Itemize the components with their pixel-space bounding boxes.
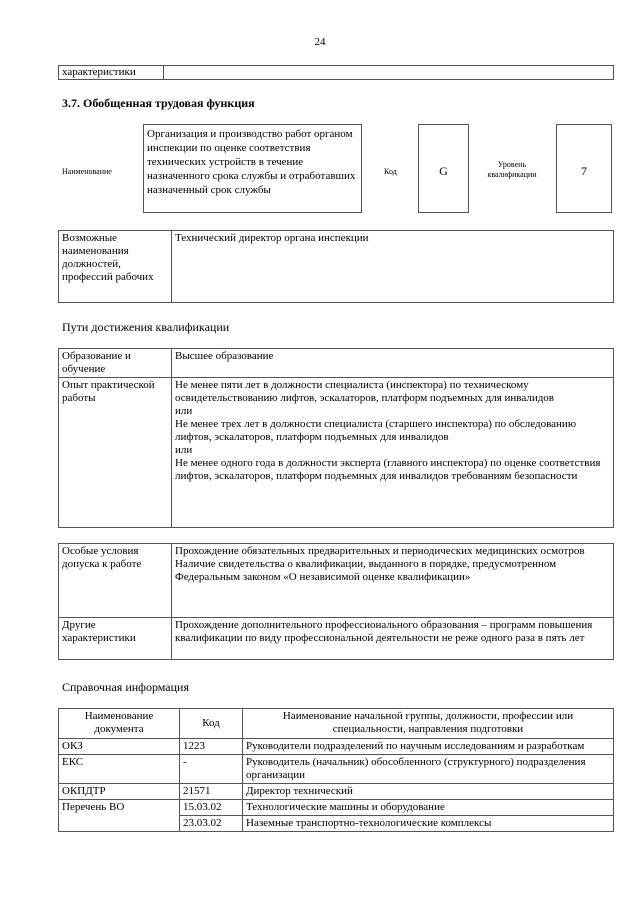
ref-name-cell: Директор технический: [243, 784, 614, 800]
positions-value: Технический директор органа инспекции: [172, 231, 614, 303]
reference-table: [58, 708, 614, 832]
name-label: Наименование: [62, 167, 112, 176]
ref-name-cell: Наземные транспортно-технологические комплексы: [243, 816, 614, 832]
ref-name-cell: Руководитель (начальник) обособленного (структурного) подразделения организации: [243, 755, 614, 784]
ref-code-cell: 23.03.02: [180, 816, 243, 832]
section-heading: 3.7. Обобщенная трудовая функция: [62, 96, 255, 110]
top-row-value: [164, 66, 614, 80]
function-name-value: Организация и производство работ органом инспекции по оценке соответствия технических устройств в течение назначенного срока службы и отработавших назначенный срок службы: [143, 124, 362, 213]
level-label: Уровень квалификации: [487, 160, 537, 179]
education-value: Высшее образование: [172, 349, 614, 378]
education-label: Образование и обучение: [59, 349, 172, 378]
ref-name-cell: Руководители подразделений по научным исследованиям и разработкам: [243, 739, 614, 755]
ref-header-code: Код: [180, 709, 243, 739]
table-row: [59, 800, 614, 816]
ref-doc-cell: ОКЗ: [59, 739, 180, 755]
conditions-table: [58, 543, 614, 660]
experience-label: Опыт практической работы: [59, 378, 172, 528]
level-value: 7: [556, 124, 612, 213]
ref-doc-cell: ОКПДТР: [59, 784, 180, 800]
ref-header-name: Наименование начальной группы, должности, профессии или специальности, направления подготовки: [243, 709, 614, 739]
top-row-label: характеристики: [59, 66, 164, 80]
top-characteristics-row: [58, 65, 614, 80]
ref-doc-cell: ЕКС: [59, 755, 180, 784]
positions-table: [58, 230, 614, 303]
special-conditions-value: Прохождение обязательных предварительных и периодических медицинских осмотров Наличие свидетельства о квалификации, выданного в порядке, предусмотренном Федеральным законом «О независимой оценке квалификации»: [172, 544, 614, 618]
reference-heading: Справочная информация: [62, 680, 189, 694]
table-row: [59, 739, 614, 755]
ref-code-cell: 1223: [180, 739, 243, 755]
other-characteristics-label: Другие характеристики: [59, 618, 172, 660]
ref-code-cell: 21571: [180, 784, 243, 800]
code-label: Код: [384, 167, 397, 176]
special-conditions-label: Особые условия допуска к работе: [59, 544, 172, 618]
other-characteristics-value: Прохождение дополнительного профессионального образования – программ повышения квалификации по виду профессиональной деятельности не реже одного раза в пять лет: [172, 618, 614, 660]
ref-code-cell: 15.03.02: [180, 800, 243, 816]
table-row: [59, 784, 614, 800]
positions-label: Возможные наименования должностей, профессий рабочих: [59, 231, 172, 303]
ref-header-document: Наименование документа: [59, 709, 180, 739]
ref-code-cell: -: [180, 755, 243, 784]
qualification-paths-heading: Пути достижения квалификации: [62, 320, 230, 334]
experience-value: Не менее пяти лет в должности специалиста (инспектора) по техническому освидетельствованию лифтов, эскалаторов, платформ подъемных для инвалидов или Не менее трех лет в должности специалиста (старшего инспектора) по обследованию лифтов, эскалаторов, платформ подъемных для инвалидов или Не менее одного года в должности эксперта (главного инспектора) по оценке соответствия лифтов, эскалаторов, платформ подъемных для инвалидов требованиям безопасности: [172, 378, 614, 528]
ref-name-cell: Технологические машины и оборудование: [243, 800, 614, 816]
page-number: 24: [314, 36, 326, 48]
code-value: G: [418, 124, 469, 213]
ref-doc-cell: Перечень ВО: [59, 800, 180, 832]
qualification-table: [58, 348, 614, 528]
table-row: [59, 755, 614, 784]
